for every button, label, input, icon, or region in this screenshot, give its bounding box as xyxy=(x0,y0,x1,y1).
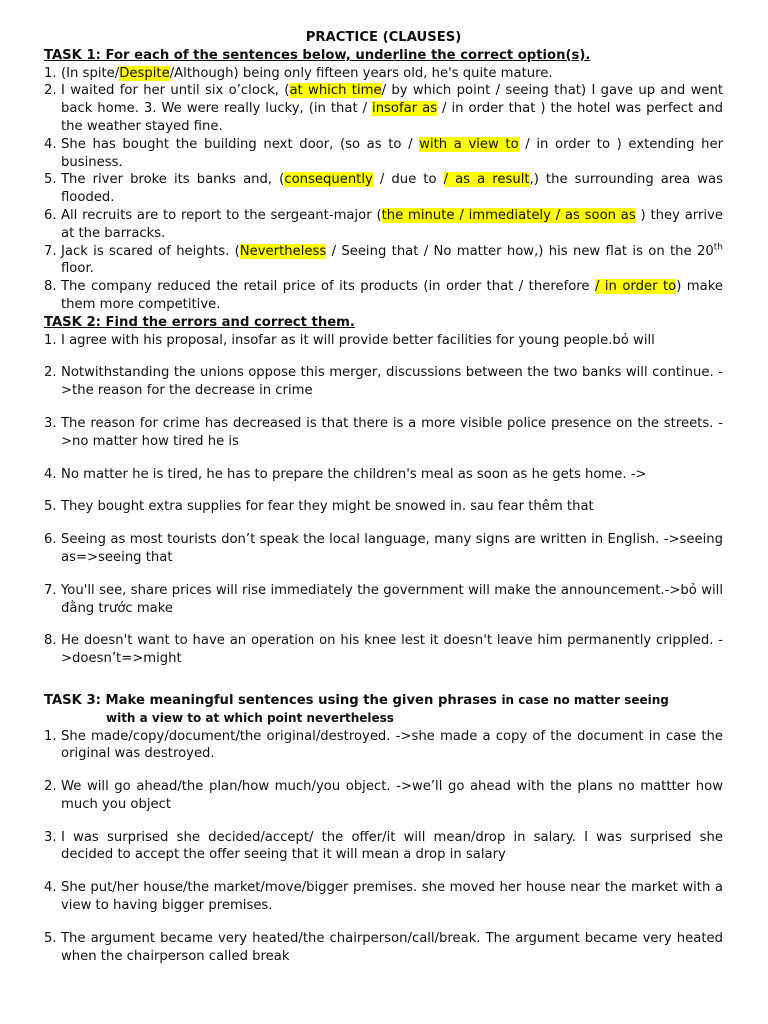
text-run: The river broke its banks and, ( xyxy=(61,172,285,188)
item-number: 4. xyxy=(44,136,57,152)
text-run: ,) the surrounding area was flooded. xyxy=(61,172,723,206)
task2-list xyxy=(44,332,723,668)
task2-heading: TASK 2: Find the errors and correct them. xyxy=(44,314,355,330)
text-run: ) they arrive at the barracks. xyxy=(61,207,723,241)
list-item xyxy=(44,498,723,516)
list-item xyxy=(44,531,723,567)
text-run: / by which point / seeing that) I gave up and went back home. 3. We were really lucky, (in that / xyxy=(61,83,723,117)
task1-heading: TASK 1: For each of the sentences below, underline the correct option(s). xyxy=(44,47,591,63)
text-run: Notwithstanding the unions oppose this merger, discussions between the two banks will continue. ->the reason for the decrease in crime xyxy=(61,365,723,399)
item-text xyxy=(61,466,723,484)
item-number: 2. xyxy=(44,779,57,795)
highlighted-answer: / as a result xyxy=(443,172,530,188)
text-run: She has bought the building next door, (so as to / xyxy=(61,136,420,152)
highlighted-answer: at which time xyxy=(289,83,382,99)
item-text xyxy=(61,65,723,83)
text-run: She made/copy/document/the original/destroyed. ->she made a copy of the document in case the original was destroyed. xyxy=(61,728,723,762)
item-text xyxy=(61,278,723,314)
list-item xyxy=(44,415,723,451)
list-item xyxy=(44,171,723,207)
text-run: Seeing as most tourists don’t speak the local language, many signs are written in English. ->seeing as=>seeing that xyxy=(61,532,723,565)
text-run: She put/her house/the market/move/bigger premises. she moved her house near the market with a view to having bigger premises. xyxy=(61,880,723,914)
item-text xyxy=(61,136,723,172)
text-run: All recruits are to report to the sergeant-major ( xyxy=(61,207,382,223)
item-number: 5. xyxy=(44,172,57,188)
list-item xyxy=(44,243,723,279)
item-number: 1. xyxy=(44,65,57,81)
list-item xyxy=(44,82,723,135)
list-item xyxy=(44,728,723,764)
list-item xyxy=(44,778,723,814)
list-item xyxy=(44,829,723,865)
ordinal-suffix: th xyxy=(713,242,723,253)
item-number: 3. xyxy=(44,829,57,845)
item-number: 3. xyxy=(44,415,57,431)
highlighted-answer: / in order to xyxy=(594,279,677,295)
item-number: 6. xyxy=(44,532,57,548)
item-text xyxy=(61,632,723,668)
highlighted-answer: Nevertheless xyxy=(239,243,327,259)
item-text xyxy=(61,531,723,567)
list-item xyxy=(44,278,723,314)
list-item xyxy=(44,879,723,915)
task1-list xyxy=(44,65,723,314)
highlighted-answer: with a view to xyxy=(419,136,519,152)
page-title: PRACTICE (CLAUSES) xyxy=(305,30,462,45)
text-run: /Although) being only fifteen years old, he's quite mature. xyxy=(169,65,553,81)
text-run: Jack is scared of heights. ( xyxy=(61,243,240,259)
item-text xyxy=(61,171,723,207)
list-item xyxy=(44,466,723,484)
text-run: / due to xyxy=(372,172,444,188)
text-run: ) make them more competitive. xyxy=(61,279,724,312)
item-text xyxy=(61,879,723,915)
item-text xyxy=(61,498,723,516)
item-text xyxy=(61,415,723,451)
text-run: The reason for crime has decreased is that there is a more visible police presence on the streets. ->no matter how tired he is xyxy=(61,415,723,449)
text-run: He doesn't want to have an operation on his knee lest it doesn't leave him permanently crippled. ->doesn’t=>might xyxy=(61,633,723,667)
text-run: / in order that ) the hotel was perfect and the weather stayed fine. xyxy=(61,101,723,134)
task3-heading-line xyxy=(44,692,723,710)
item-number: 1. xyxy=(44,728,57,744)
text-run: We will go ahead/the plan/how much/you object. ->we’ll go ahead with the plans no mattter how much you object xyxy=(61,779,723,812)
task3-phrases-line2: with a view to at which point nevertheless xyxy=(106,710,394,725)
text-run: (In spite/ xyxy=(61,65,120,81)
task3-phrases-line1: in case no matter seeing xyxy=(501,692,669,707)
text-run: floor. xyxy=(61,261,94,277)
item-number: 8. xyxy=(44,279,57,295)
item-number: 4. xyxy=(44,880,57,896)
item-text xyxy=(61,582,723,618)
text-run: / Seeing that / No matter how,) his new flat is on the 20 xyxy=(326,243,714,259)
text-run: The company reduced the retail price of its products (in order that / therefore xyxy=(61,279,595,295)
text-run: No matter he is tired, he has to prepare the children's meal as soon as he gets home. -> xyxy=(61,466,647,482)
item-number: 5. xyxy=(44,930,57,946)
text-run: / in order to ) extending her business. xyxy=(61,136,724,170)
item-number: 4. xyxy=(44,466,57,482)
item-text xyxy=(61,364,723,400)
highlighted-answer: consequently xyxy=(284,172,373,188)
task3-heading: TASK 3: Make meaningful sentences using the given phrases xyxy=(44,692,497,708)
list-item xyxy=(44,364,723,400)
item-text xyxy=(61,829,723,865)
item-text xyxy=(61,778,723,814)
item-number: 2. xyxy=(44,83,57,99)
item-text xyxy=(61,930,723,966)
item-text xyxy=(61,243,723,279)
list-item xyxy=(44,632,723,668)
item-number: 7. xyxy=(44,243,57,259)
text-run: The argument became very heated/the chairperson/call/break. The argument became very heated when the chairperson called break xyxy=(61,930,723,964)
item-text xyxy=(61,728,723,764)
item-text xyxy=(61,332,723,350)
item-number: 5. xyxy=(44,499,57,515)
list-item xyxy=(44,930,723,966)
text-run: They bought extra supplies for fear they might be snowed in. sau fear thêm that xyxy=(61,499,594,515)
list-item xyxy=(44,136,723,172)
item-number: 8. xyxy=(44,633,57,649)
item-text xyxy=(61,82,723,135)
highlighted-answer: insofar as xyxy=(372,101,438,117)
item-number: 6. xyxy=(44,207,57,223)
text-run: I agree with his proposal, insofar as it will provide better facilities for young people.bỏ will xyxy=(61,332,655,348)
item-number: 7. xyxy=(44,582,57,598)
item-text xyxy=(61,207,723,243)
text-run: You'll see, share prices will rise immediately the government will make the announcement.->bỏ will đằng trước make xyxy=(61,582,723,616)
list-item xyxy=(44,207,723,243)
list-item xyxy=(44,332,723,350)
list-item xyxy=(44,65,723,83)
item-number: 1. xyxy=(44,332,57,348)
list-item xyxy=(44,582,723,618)
item-number: 2. xyxy=(44,365,57,381)
highlighted-answer: the minute / immediately / as soon as xyxy=(381,207,636,223)
task3-list xyxy=(44,728,723,966)
highlighted-answer: Despite xyxy=(119,65,170,81)
text-run: I was surprised she decided/accept/ the offer/it will mean/drop in salary. I was surprised she decided to accept the offer seeing that it will mean a drop in salary xyxy=(61,829,723,863)
text-run: I waited for her until six o’clock, ( xyxy=(61,83,290,99)
